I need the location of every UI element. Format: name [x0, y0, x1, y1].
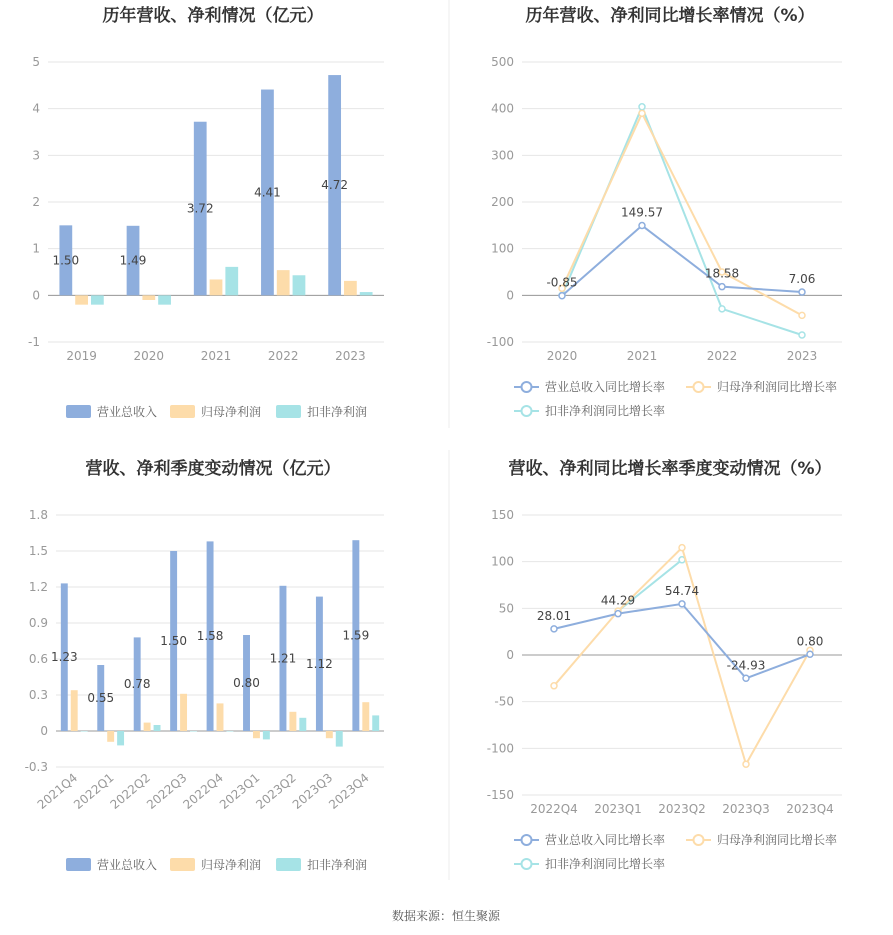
bar: [225, 267, 238, 295]
data-label: 1.23: [50, 650, 78, 665]
legend-swatch: [170, 858, 195, 871]
x-ticks: [530, 802, 834, 816]
y-tick-label: 0.3: [28, 688, 48, 702]
x-tick-label: 2023Q2: [658, 802, 706, 816]
x-tick-label: 2023Q4: [326, 770, 372, 812]
data-point: [799, 289, 805, 295]
y-tick-label: 500: [491, 55, 514, 69]
bar: [117, 731, 124, 745]
data-label: 0.80: [796, 634, 824, 649]
bar: [210, 279, 223, 295]
data-label: -0.85: [546, 275, 578, 290]
legend-label: 扣非净利润同比增长率: [545, 404, 666, 418]
data-point: [679, 545, 685, 551]
bar: [293, 275, 306, 295]
x-ticks: [66, 349, 365, 363]
bar: [362, 702, 369, 731]
legend: [66, 857, 367, 872]
data-label: 0.55: [87, 691, 115, 705]
x-tick-label: 2023Q3: [289, 770, 336, 812]
x-tick-label: 2023: [786, 349, 818, 363]
bar: [289, 712, 296, 731]
x-tick-label: 2020: [546, 349, 578, 363]
bar: [190, 731, 197, 732]
x-tick-label: 2023Q1: [594, 802, 642, 816]
x-tick-label: 2023: [335, 349, 366, 363]
data-label: 3.72: [186, 201, 214, 216]
bar: [336, 731, 343, 747]
chart-annual-revenue-profit: [28, 5, 384, 419]
y-tick-label: 1.5: [28, 544, 48, 558]
y-tick-label: -0.3: [24, 760, 48, 774]
x-tick-label: 2021Q4: [34, 770, 81, 812]
data-label: 1.21: [269, 651, 297, 666]
legend-label: 扣非净利润: [307, 858, 368, 872]
legend: [66, 404, 367, 419]
x-ticks: [547, 349, 818, 363]
bar: [71, 690, 78, 731]
data-point: [743, 761, 749, 767]
bar: [91, 295, 104, 304]
legend-label: 营业总收入同比增长率: [545, 833, 666, 847]
data-point: [799, 312, 805, 318]
bar: [154, 725, 161, 731]
data-label: 1.49: [119, 253, 147, 268]
x-tick-label: 2022: [706, 349, 738, 363]
data-label: 1.59: [342, 628, 370, 643]
legend-label: 营业总收入: [97, 405, 158, 419]
bar: [263, 731, 270, 739]
x-tick-label: 2022Q1: [71, 770, 117, 812]
series-line: [554, 548, 810, 765]
legend-label: 扣非净利润同比增长率: [545, 857, 666, 871]
y-tick-label: 0: [32, 288, 40, 303]
bar: [253, 731, 260, 738]
bar: [144, 723, 151, 731]
x-tick-label: 2023Q1: [216, 770, 263, 812]
y-tick-label: 100: [491, 554, 514, 569]
bar: [75, 295, 88, 304]
legend-label: 归母净利润同比增长率: [717, 380, 838, 394]
y-tick-label: 5: [32, 55, 40, 69]
data-point: [615, 611, 621, 617]
data-point: [551, 626, 557, 632]
data-source-note: 数据来源：恒生聚源: [391, 909, 501, 923]
data-point: [799, 332, 805, 338]
data-label: 0.80: [233, 676, 260, 690]
data-label: 1.50: [160, 634, 187, 648]
data-label: -24.93: [726, 658, 766, 673]
bar: [226, 731, 233, 732]
bar: [81, 731, 88, 732]
data-point: [639, 104, 645, 110]
data-point: [639, 110, 645, 116]
data-point: [743, 675, 749, 681]
y-tick-label: 4: [32, 101, 40, 116]
chart-quarterly-growth-rate: [487, 458, 842, 871]
y-tick-label: 200: [491, 195, 514, 209]
data-label: 0.78: [123, 677, 151, 692]
bar: [277, 270, 290, 295]
bar: [142, 295, 155, 300]
data-point: [679, 601, 685, 607]
legend-label: 营业总收入同比增长率: [545, 380, 666, 394]
y-tick-label: 1: [32, 241, 40, 256]
y-tick-label: -100: [486, 741, 514, 756]
y-tick-label: 150: [491, 508, 514, 522]
y-ticks: [487, 55, 842, 349]
x-ticks: [35, 771, 372, 812]
x-tick-label: 2022Q2: [107, 770, 154, 812]
bar: [344, 281, 357, 295]
x-tick-label: 2021: [626, 349, 658, 363]
legend-label: 营业总收入: [97, 858, 158, 872]
x-tick-label: 2023Q2: [253, 770, 299, 812]
x-tick-label: 2022Q3: [144, 770, 190, 812]
y-tick-label: 0: [506, 288, 514, 303]
data-label: 4.72: [321, 178, 348, 193]
data-point: [719, 306, 725, 312]
bar: [158, 295, 171, 304]
legend-swatch-point: [694, 382, 704, 392]
y-tick-label: 0.9: [28, 616, 48, 630]
y-tick-label: 100: [491, 241, 514, 256]
data-label: 28.01: [536, 608, 572, 623]
legend-swatch-point: [522, 382, 532, 392]
data-label: 44.29: [600, 593, 636, 608]
bar: [217, 703, 224, 731]
series-line: [562, 226, 802, 296]
y-tick-label: 1.8: [28, 508, 48, 522]
data-point: [559, 293, 565, 299]
data-label: 4.41: [254, 185, 281, 200]
legend: [514, 832, 837, 871]
y-tick-label: 3: [32, 148, 40, 163]
bar: [299, 718, 306, 731]
plot: [52, 75, 372, 305]
legend-swatch-point: [522, 406, 532, 416]
chart-title: 历年营收、净利情况（亿元）: [102, 6, 324, 26]
legend-label: 归母净利润同比增长率: [717, 833, 838, 847]
x-tick-label: 2019: [66, 349, 97, 363]
data-label: 149.57: [621, 205, 663, 220]
legend-swatch: [66, 858, 91, 871]
legend-label: 归母净利润: [201, 858, 262, 872]
y-tick-label: -150: [486, 788, 514, 802]
legend: [514, 379, 837, 418]
legend-label: 归母净利润: [201, 405, 262, 419]
legend-swatch: [276, 405, 301, 418]
legend-swatch: [170, 405, 195, 418]
x-tick-label: 2023Q4: [786, 802, 834, 816]
x-tick-label: 2023Q3: [722, 802, 770, 816]
series-line: [562, 107, 802, 335]
y-tick-label: 0: [40, 724, 48, 738]
data-label: 1.50: [52, 253, 80, 268]
legend-swatch-point: [694, 835, 704, 845]
chart-quarterly-revenue-profit: [25, 458, 384, 872]
y-tick-label: 0.6: [28, 652, 48, 666]
x-tick-label: 2020: [133, 349, 165, 363]
data-point: [719, 284, 725, 290]
data-label: 54.74: [664, 583, 700, 598]
bar: [360, 292, 373, 295]
plot: [546, 104, 815, 338]
y-tick-label: 1.2: [28, 580, 48, 594]
y-tick-label: 400: [491, 101, 514, 116]
bar: [372, 715, 379, 731]
x-tick-label: 2021: [200, 349, 232, 363]
y-ticks: [487, 508, 842, 802]
data-label: 18.58: [704, 266, 740, 281]
y-tick-label: -1: [28, 335, 40, 349]
data-label: 1.58: [196, 629, 224, 644]
data-point: [551, 683, 557, 689]
data-point: [807, 651, 813, 657]
data-label: 1.12: [306, 656, 333, 671]
bar: [180, 694, 187, 731]
chart-annual-growth-rate: [487, 5, 842, 418]
x-tick-label: 2022Q4: [530, 802, 578, 816]
chart-title: 营收、净利季度变动情况（亿元）: [85, 459, 341, 479]
y-tick-label: -100: [486, 335, 514, 349]
bar: [107, 731, 114, 742]
legend-swatch: [276, 858, 301, 871]
y-tick-label: 50: [498, 601, 514, 616]
legend-label: 扣非净利润: [307, 405, 368, 419]
series-line: [562, 113, 802, 315]
plot: [537, 545, 824, 768]
plot: [51, 540, 379, 746]
data-point: [639, 223, 645, 229]
legend-swatch-point: [522, 835, 532, 845]
data-label: 7.06: [788, 272, 816, 287]
y-tick-label: -50: [494, 694, 514, 709]
bar: [326, 731, 333, 738]
legend-swatch: [66, 405, 91, 418]
legend-swatch-point: [522, 859, 532, 869]
chart-title: 营收、净利同比增长率季度变动情况（%）: [508, 459, 832, 479]
y-tick-label: 300: [491, 148, 514, 163]
x-tick-label: 2022Q4: [180, 770, 226, 812]
x-tick-label: 2022: [267, 349, 299, 363]
chart-title: 历年营收、净利同比增长率情况（%）: [525, 6, 815, 26]
y-tick-label: 0: [506, 648, 514, 662]
y-tick-label: 2: [32, 195, 40, 209]
